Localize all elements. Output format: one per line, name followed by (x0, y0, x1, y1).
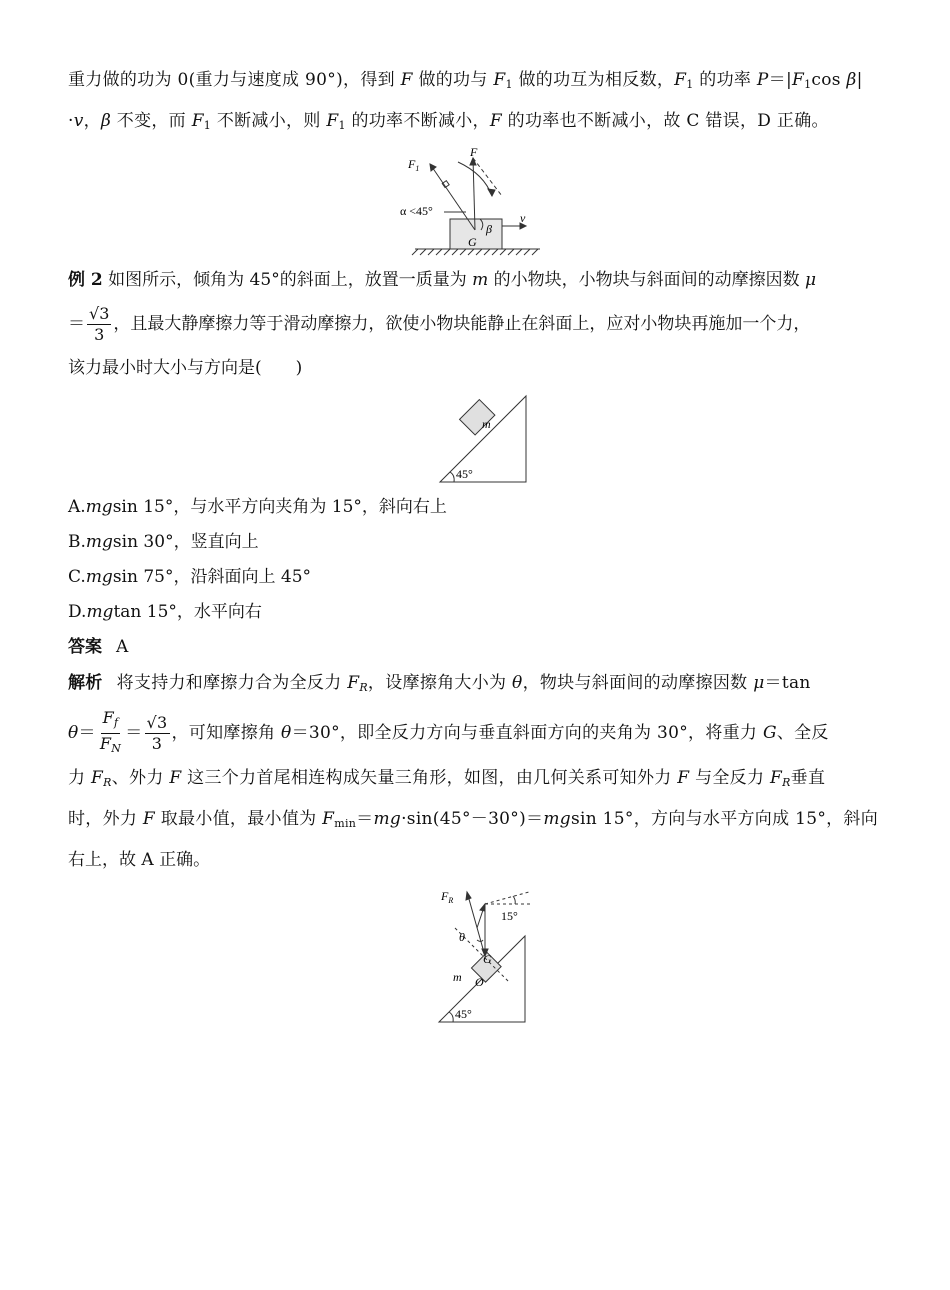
slant-dashed-line (485, 892, 529, 904)
analysis-line3: 力 $F_R$、外力 F 这三个力首尾相连构成矢量三角形，如图，由几何关系可知外力 F 与全反力 $F_R$垂直 (68, 768, 826, 789)
analysis-line5: 右上，故 A 正确。 (68, 850, 211, 870)
FR-vector (467, 892, 485, 956)
figure-vector-triangle (425, 888, 535, 1028)
label-m: m (482, 417, 491, 431)
label-m-3: m (453, 970, 462, 984)
force-F-arrowhead (470, 158, 476, 165)
label-alpha: α <45° (400, 204, 433, 218)
analysis-line2: θ＝ $\frac{F_f}{F_N}$ ＝ $\frac{√3}{3}$ ，可知摩擦角 θ＝30°，即全反力方向与垂直斜面方向的夹角为 30°，将重力 G、全反 (68, 706, 892, 760)
angle-arc (450, 472, 454, 482)
answer-value: A (116, 637, 129, 657)
label-45-3: 45° (455, 1007, 472, 1021)
option-c[interactable]: C.mgsin 75°，沿斜面向上 45° (68, 567, 312, 587)
ground-hatch (412, 249, 538, 255)
label-v: v (520, 211, 526, 225)
rotation-arrowhead (488, 189, 495, 196)
analysis-line1: 解析 将支持力和摩擦力合为全反力 $F_R$，设摩擦角大小为 θ，物块与斜面间的动摩擦因数 μ＝tan (68, 673, 811, 694)
answer-label: 答案 (68, 637, 102, 657)
example-question: 例 2 如图所示，倾角为 45°的斜面上，放置一质量为 m 的小物块，小物块与斜面间的动摩擦因数 μ (68, 270, 817, 290)
dashed-line (473, 158, 502, 196)
F-min-arrowhead (480, 904, 485, 911)
example-question-line3: 该力最小时大小与方向是( ) (68, 358, 303, 378)
option-a[interactable]: A.mgsin 15°，与水平方向夹角为 15°，斜向右上 (68, 497, 447, 517)
analysis-line4: 时，外力 F 取最小值，最小值为 $F_{min}=mg\cdot\sin(45^\circ-30^\circ)=mgsin$ 15°，方向与水平方向成 15°，斜向 (68, 809, 879, 830)
angle-15-arc (513, 896, 515, 904)
label-beta: β (486, 222, 492, 236)
label-G-3: G (483, 952, 492, 966)
force-F1-arrowhead (430, 164, 436, 171)
label-F: F (470, 148, 478, 159)
label-15: 15° (501, 909, 518, 923)
label-45: 45° (456, 467, 473, 481)
fraction-Ff-over-FN: $\frac{F_f}{F_N}$ (99, 708, 122, 755)
fraction-sqrt3-over-3-b: $\frac{√3}{3}$ (146, 713, 168, 753)
analysis-label: 解析 (68, 673, 103, 693)
option-d[interactable]: D.mgtan 15°，水平向右 (68, 602, 262, 622)
label-G: G (468, 235, 477, 249)
angle-45-arc (449, 1012, 453, 1022)
label-FR: $F_R$ (441, 889, 454, 905)
figure-force-diagram-1 (400, 148, 560, 260)
fraction-sqrt3-over-3: $\frac{√3}{3}$ (89, 304, 110, 344)
figure-incline (430, 392, 530, 488)
intro-paragraph: 重力做的功为 0(重力与速度成 90°)，得到 F 做的功与 $F_1$ 做的功互为相反数，$F_1$ 的功率 $P=|F_1\cos$ β| ·v，β 不变，而 $F_1$ 不断减小，则 $F_1$ 的功率不断减小，F 的功率也不断减小，故 C 错误，D 正确。 (68, 70, 863, 132)
angle-theta-arc (477, 940, 483, 942)
answer-line (68, 630, 892, 665)
example-question-line2: ＝ $\frac{√3}{3}$ ，且最大静摩擦力等于滑动摩擦力，欲使小物块能静止在斜面上，应对小物块再施加一个力， (68, 304, 811, 344)
page (68, 62, 892, 1028)
option-b[interactable]: B.mgsin 30°，竖直向上 (68, 532, 259, 552)
FR-arrowhead (466, 892, 471, 900)
label-theta: θ (459, 930, 465, 944)
rotation-arc (458, 162, 492, 196)
label-F1: $F_1$ (408, 157, 420, 173)
label-O: O (475, 975, 484, 989)
options-list (68, 490, 892, 630)
